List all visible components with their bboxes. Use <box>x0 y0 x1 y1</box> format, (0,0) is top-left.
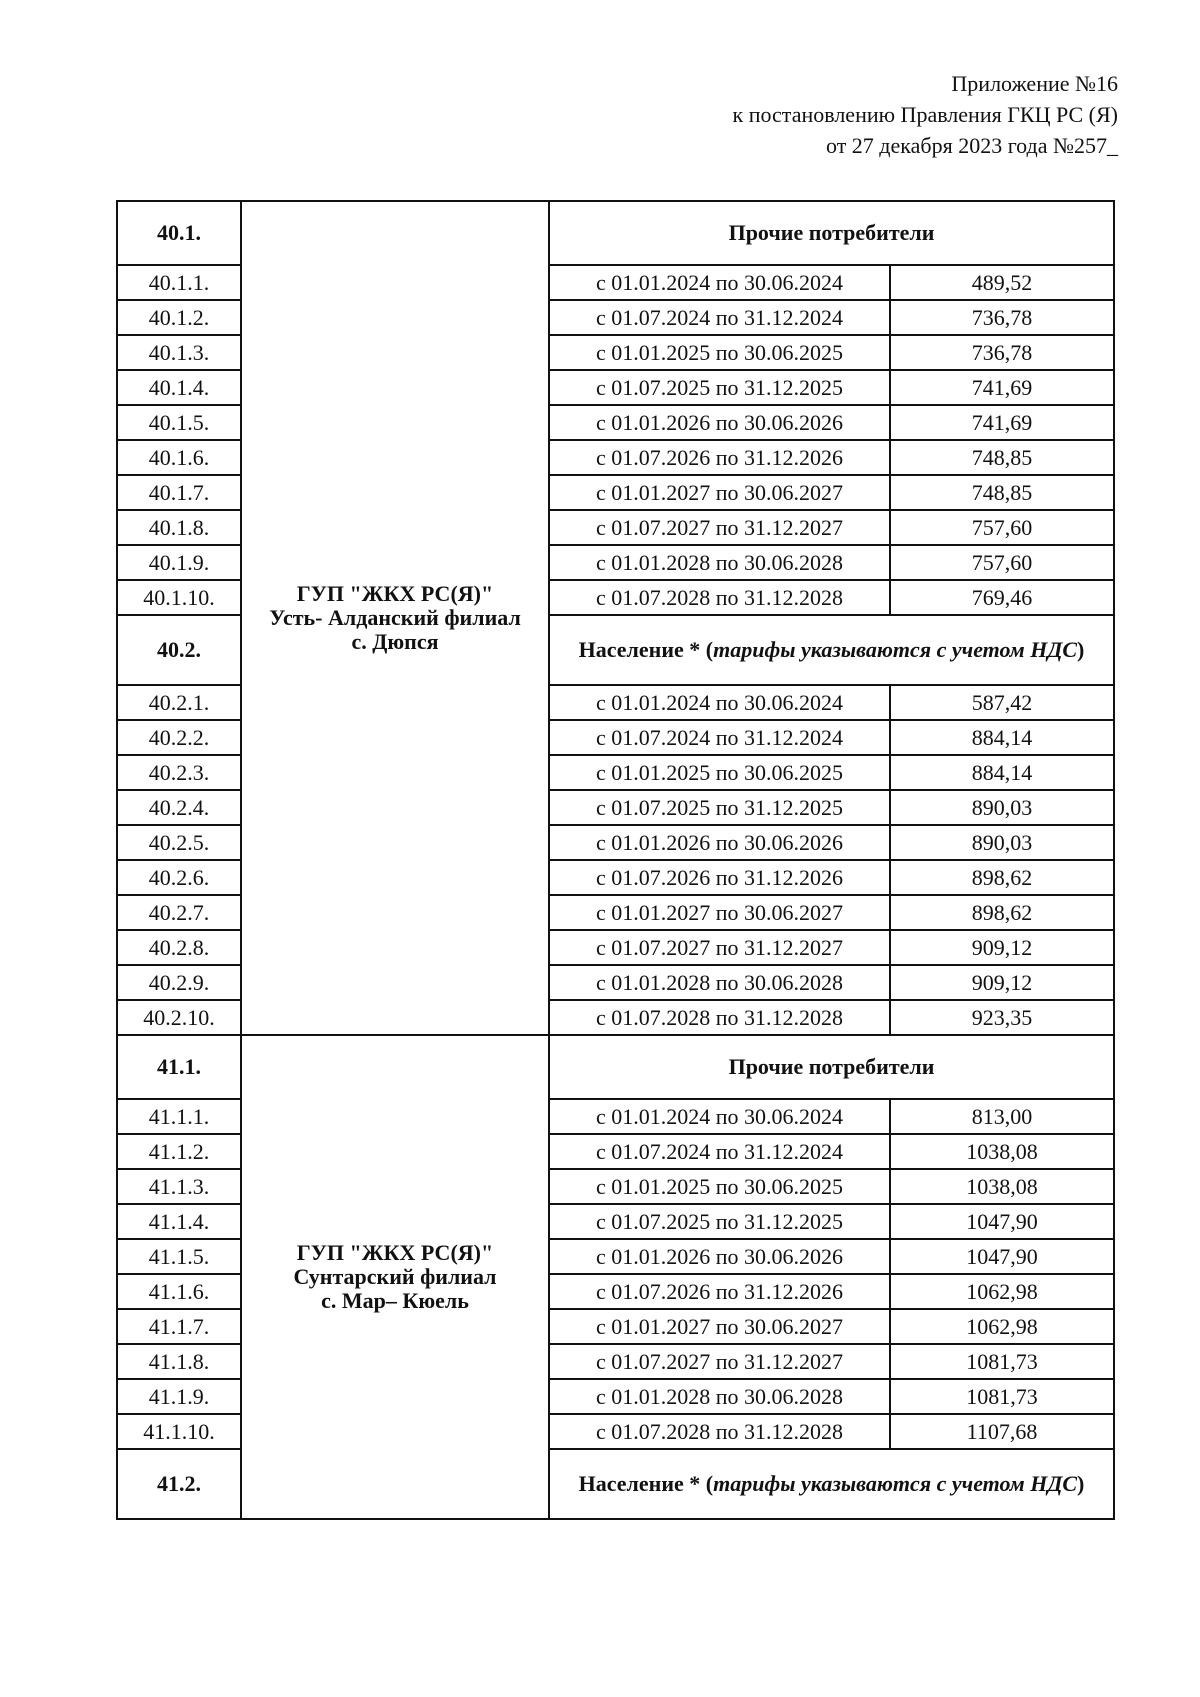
row-period: с 01.07.2025 по 31.12.2025 <box>549 370 890 405</box>
row-period: с 01.01.2028 по 30.06.2028 <box>549 965 890 1000</box>
group-title-main: Население * ( <box>578 637 714 662</box>
row-code: 41.1.2. <box>117 1134 241 1169</box>
row-tariff-value: 890,03 <box>890 790 1114 825</box>
group-code: 40.1. <box>117 201 241 265</box>
group-title-end: ) <box>1077 637 1085 662</box>
row-tariff-value: 884,14 <box>890 755 1114 790</box>
row-tariff-value: 1062,98 <box>890 1274 1114 1309</box>
row-tariff-value: 748,85 <box>890 475 1114 510</box>
row-period: с 01.01.2024 по 30.06.2024 <box>549 685 890 720</box>
row-code: 40.2.5. <box>117 825 241 860</box>
row-period: с 01.01.2025 по 30.06.2025 <box>549 755 890 790</box>
tariff-table <box>116 200 1115 1520</box>
row-code: 40.1.8. <box>117 510 241 545</box>
row-tariff-value: 489,52 <box>890 265 1114 300</box>
row-tariff-value: 587,42 <box>890 685 1114 720</box>
row-code: 40.1.4. <box>117 370 241 405</box>
group-title-note: тарифы указываются с учетом НДС <box>713 637 1078 662</box>
row-tariff-value: 741,69 <box>890 405 1114 440</box>
group-title-end: ) <box>1077 1471 1085 1496</box>
row-tariff-value: 813,00 <box>890 1099 1114 1134</box>
organization-line3: с. Мар– Кюель <box>321 1288 469 1313</box>
row-period: с 01.07.2026 по 31.12.2026 <box>549 1274 890 1309</box>
row-tariff-value: 736,78 <box>890 300 1114 335</box>
row-tariff-value: 757,60 <box>890 545 1114 580</box>
row-code: 41.1.1. <box>117 1099 241 1134</box>
row-code: 40.2.2. <box>117 720 241 755</box>
row-period: с 01.01.2026 по 30.06.2026 <box>549 1239 890 1274</box>
row-code: 41.1.7. <box>117 1309 241 1344</box>
row-code: 40.1.9. <box>117 545 241 580</box>
row-period: с 01.01.2028 по 30.06.2028 <box>549 1379 890 1414</box>
row-code: 40.2.6. <box>117 860 241 895</box>
row-code: 40.1.7. <box>117 475 241 510</box>
row-code: 40.2.1. <box>117 685 241 720</box>
row-period: с 01.07.2025 по 31.12.2025 <box>549 1204 890 1239</box>
row-tariff-value: 741,69 <box>890 370 1114 405</box>
organization-line3: с. Дюпся <box>351 629 439 654</box>
group-title <box>549 615 1114 685</box>
row-period: с 01.07.2026 по 31.12.2026 <box>549 440 890 475</box>
row-tariff-value: 923,35 <box>890 1000 1114 1035</box>
row-code: 40.2.7. <box>117 895 241 930</box>
row-tariff-value: 1038,08 <box>890 1134 1114 1169</box>
group-title: Прочие потребители <box>549 201 1114 265</box>
row-tariff-value: 890,03 <box>890 825 1114 860</box>
organization-line2: Усть- Алданский филиал <box>269 605 521 630</box>
row-code: 40.1.2. <box>117 300 241 335</box>
group-title-main: Население * ( <box>578 1471 714 1496</box>
row-code: 41.1.10. <box>117 1414 241 1449</box>
tariff-table-body <box>117 201 1114 1519</box>
row-tariff-value: 884,14 <box>890 720 1114 755</box>
organization-line1: ГУП "ЖКХ РС(Я)" <box>296 1240 494 1265</box>
row-period: с 01.01.2027 по 30.06.2027 <box>549 1309 890 1344</box>
organization-cell <box>241 201 549 1035</box>
organization-line2: Сунтарский филиал <box>293 1264 497 1289</box>
row-code: 41.1.4. <box>117 1204 241 1239</box>
row-period: с 01.01.2024 по 30.06.2024 <box>549 1099 890 1134</box>
row-tariff-value: 769,46 <box>890 580 1114 615</box>
row-code: 40.2.8. <box>117 930 241 965</box>
row-period: с 01.01.2026 по 30.06.2026 <box>549 825 890 860</box>
row-code: 41.1.5. <box>117 1239 241 1274</box>
resolution-reference: к постановлению Правления ГКЦ РС (Я) <box>732 102 1118 127</box>
row-period: с 01.07.2024 по 31.12.2024 <box>549 720 890 755</box>
row-period: с 01.01.2027 по 30.06.2027 <box>549 475 890 510</box>
row-code: 41.1.6. <box>117 1274 241 1309</box>
document-header <box>733 68 1118 161</box>
row-code: 40.2.3. <box>117 755 241 790</box>
appendix-number: Приложение №16 <box>951 71 1118 96</box>
row-tariff-value: 1047,90 <box>890 1239 1114 1274</box>
group-code: 41.2. <box>117 1449 241 1519</box>
row-tariff-value: 909,12 <box>890 930 1114 965</box>
row-tariff-value: 898,62 <box>890 895 1114 930</box>
organization-line1: ГУП "ЖКХ РС(Я)" <box>296 581 494 606</box>
row-code: 41.1.9. <box>117 1379 241 1414</box>
row-period: с 01.01.2028 по 30.06.2028 <box>549 545 890 580</box>
row-period: с 01.07.2024 по 31.12.2024 <box>549 300 890 335</box>
row-period: с 01.07.2027 по 31.12.2027 <box>549 510 890 545</box>
row-tariff-value: 1081,73 <box>890 1344 1114 1379</box>
row-period: с 01.01.2027 по 30.06.2027 <box>549 895 890 930</box>
row-code: 40.1.10. <box>117 580 241 615</box>
group-title <box>549 1449 1114 1519</box>
group-code: 41.1. <box>117 1035 241 1099</box>
group-title: Прочие потребители <box>549 1035 1114 1099</box>
row-tariff-value: 909,12 <box>890 965 1114 1000</box>
row-period: с 01.07.2027 по 31.12.2027 <box>549 1344 890 1379</box>
row-period: с 01.07.2028 по 31.12.2028 <box>549 580 890 615</box>
resolution-date: от 27 декабря 2023 года №257_ <box>825 133 1118 158</box>
group-header-row <box>117 201 1114 265</box>
row-period: с 01.07.2025 по 31.12.2025 <box>549 790 890 825</box>
row-code: 40.1.1. <box>117 265 241 300</box>
row-code: 40.1.6. <box>117 440 241 475</box>
group-code: 40.2. <box>117 615 241 685</box>
row-code: 40.2.10. <box>117 1000 241 1035</box>
row-tariff-value: 748,85 <box>890 440 1114 475</box>
row-tariff-value: 1062,98 <box>890 1309 1114 1344</box>
row-period: с 01.07.2028 по 31.12.2028 <box>549 1414 890 1449</box>
row-tariff-value: 757,60 <box>890 510 1114 545</box>
row-tariff-value: 1047,90 <box>890 1204 1114 1239</box>
organization-cell <box>241 1035 549 1519</box>
row-code: 40.1.3. <box>117 335 241 370</box>
row-code: 40.2.4. <box>117 790 241 825</box>
row-tariff-value: 1107,68 <box>890 1414 1114 1449</box>
row-period: с 01.01.2025 по 30.06.2025 <box>549 335 890 370</box>
row-code: 40.2.9. <box>117 965 241 1000</box>
row-tariff-value: 1081,73 <box>890 1379 1114 1414</box>
row-period: с 01.01.2025 по 30.06.2025 <box>549 1169 890 1204</box>
row-tariff-value: 898,62 <box>890 860 1114 895</box>
group-title-note: тарифы указываются с учетом НДС <box>713 1471 1078 1496</box>
row-tariff-value: 1038,08 <box>890 1169 1114 1204</box>
row-code: 41.1.3. <box>117 1169 241 1204</box>
row-period: с 01.07.2028 по 31.12.2028 <box>549 1000 890 1035</box>
row-code: 41.1.8. <box>117 1344 241 1379</box>
row-period: с 01.01.2026 по 30.06.2026 <box>549 405 890 440</box>
row-code: 40.1.5. <box>117 405 241 440</box>
row-period: с 01.07.2024 по 31.12.2024 <box>549 1134 890 1169</box>
group-header-row <box>117 1035 1114 1099</box>
row-period: с 01.01.2024 по 30.06.2024 <box>549 265 890 300</box>
row-tariff-value: 736,78 <box>890 335 1114 370</box>
row-period: с 01.07.2027 по 31.12.2027 <box>549 930 890 965</box>
row-period: с 01.07.2026 по 31.12.2026 <box>549 860 890 895</box>
